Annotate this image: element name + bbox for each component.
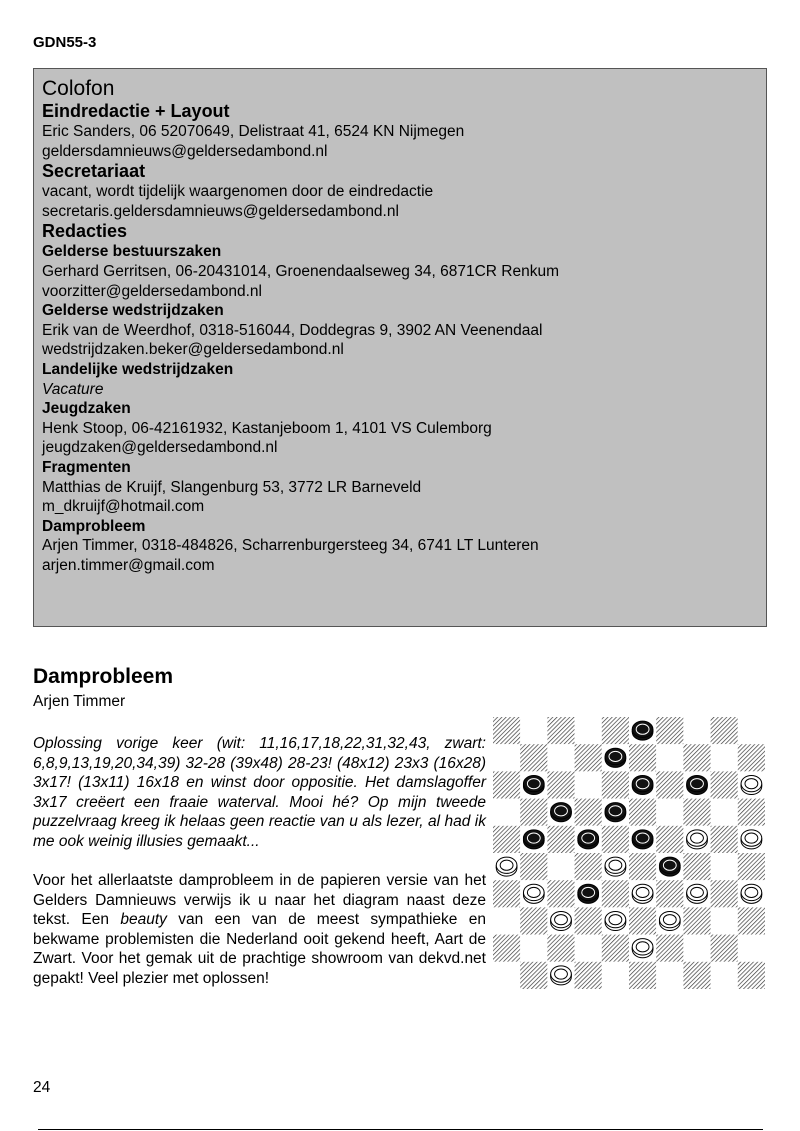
dark-square [656,717,683,744]
dark-square [711,717,738,744]
dark-square [520,744,547,771]
dark-square [629,853,656,880]
white-piece [687,884,708,903]
contact-line: vacant, wordt tijdelijk waargenomen door de eindredactie [42,183,434,201]
white-piece [632,939,653,958]
dark-square [547,826,574,853]
emphasis-text: beauty [120,911,167,929]
sub-heading: Gelderse wedstrijdzaken [42,302,224,320]
light-square [711,853,738,880]
dark-square [683,744,710,771]
black-piece [605,748,626,767]
white-piece [523,884,544,903]
black-piece [659,857,680,876]
dark-square [711,771,738,798]
dark-square [520,962,547,989]
dark-square [711,935,738,962]
dark-square [575,853,602,880]
light-square [575,717,602,744]
dark-square [683,962,710,989]
dark-square [602,935,629,962]
sub-heading: Fragmenten [42,458,131,476]
dark-square [629,744,656,771]
dark-square [575,907,602,934]
light-square [683,935,710,962]
dark-square [656,771,683,798]
dark-square [602,717,629,744]
white-piece [551,911,572,930]
dark-square [738,907,765,934]
dark-square [520,907,547,934]
dark-square [547,935,574,962]
white-piece [741,775,762,794]
dark-square [547,717,574,744]
light-square [520,717,547,744]
solution-paragraph: Oplossing vorige keer (wit: 11,16,17,18,22,31,32,43, zwart: 6,8,9,13,19,20,34,39) 32-28 (39x48) 28-23! (48x12) 23x3 (16x28) 3x17! (13x11) 16x18 en winst door oppositie. Het damslagoffer 3x17 creëert een fraaie waterval. Mooi hé? Op mijn tweede puzzelvraag kreeg ik helaas geen reactie van u als lezer, al had ik me ook weinig illusies gemaakt... [33,735,486,850]
sub-heading: Jeugdzaken [42,400,131,418]
dark-square [547,880,574,907]
dark-square [738,853,765,880]
black-piece [523,830,544,849]
dark-square [738,744,765,771]
dark-square [575,744,602,771]
intro-paragraph [33,871,486,989]
light-square [711,962,738,989]
paragraph-text: van een van de meest sympathieke en bekwame problemisten die Nederland ooit gekend heeft, Aart de Zwart. Voor het gemak uit de prachtige showroom van dekvd.net gepakt! Veel plezier met oplossen! [33,911,486,987]
light-square [547,853,574,880]
dark-square [683,907,710,934]
white-piece [659,911,680,930]
contact-line: Matthias de Kruijf, Slangenburg 53, 3772 LR Barneveld [42,478,422,496]
email-line: m_dkruijf@hotmail.com [42,498,205,516]
white-piece [605,911,626,930]
dark-square [683,853,710,880]
dark-square [711,880,738,907]
black-piece [578,884,599,903]
dark-square [602,880,629,907]
sub-heading: Gelderse bestuurszaken [42,243,222,261]
dark-square [493,880,520,907]
light-square [683,717,710,744]
dark-square [738,799,765,826]
dark-square [602,826,629,853]
dark-square [629,799,656,826]
contact-line: Vacature [42,380,104,398]
dark-square [656,935,683,962]
contact-line: Erik van de Weerdhof, 0318-516044, Doddegras 9, 3902 AN Veenendaal [42,321,543,339]
contact-line: Arjen Timmer, 0318-484826, Scharrenburgersteeg 34, 6741 LT Lunteren [42,537,539,555]
white-piece [605,857,626,876]
sub-heading: Damprobleem [42,517,146,535]
light-square [656,744,683,771]
black-piece [632,775,653,794]
document-code: GDN55-3 [33,34,97,51]
page-number: 24 [33,1079,51,1096]
sub-heading: Landelijke wedstrijdzaken [42,360,234,378]
light-square [493,907,520,934]
dark-square [656,826,683,853]
white-piece [741,884,762,903]
light-square [575,935,602,962]
black-piece [578,830,599,849]
light-square [711,907,738,934]
black-piece [523,775,544,794]
light-square [738,935,765,962]
dark-square [629,962,656,989]
dark-square [493,935,520,962]
dark-square [711,826,738,853]
colofon-box [33,68,767,627]
black-piece [605,803,626,822]
dark-square [575,962,602,989]
email-line: arjen.timmer@gmail.com [42,556,215,574]
footer-rule [38,1129,763,1130]
dark-square [629,907,656,934]
white-piece [551,966,572,985]
contact-line: Henk Stoop, 06-42161932, Kastanjeboom 1, 4101 VS Culemborg [42,419,492,437]
dark-square [520,799,547,826]
black-piece [632,721,653,740]
dark-square [602,771,629,798]
dark-square [575,799,602,826]
light-square [602,962,629,989]
article-author: Arjen Timmer [33,693,126,710]
dark-square [520,853,547,880]
dark-square [547,771,574,798]
white-piece [496,857,517,876]
light-square [738,717,765,744]
light-square [656,962,683,989]
paragraph-text: Voor het allerlaatste damprobleem in de papieren versie van het Gelders Damnieuws verwijs ik u naar het diagram naast deze tekst. Een [33,872,486,929]
black-piece [687,775,708,794]
email-line: secretaris.geldersdamnieuws@geldersedambond.nl [42,202,399,220]
light-square [575,771,602,798]
contact-line: Eric Sanders, 06 52070649, Delistraat 41, 6524 KN Nijmegen [42,123,465,140]
light-square [493,744,520,771]
section-heading: Eindredactie + Layout [42,101,230,121]
section-heading: Secretariaat [42,161,146,182]
article-title: Damprobleem [33,665,174,688]
contact-line: Gerhard Gerritsen, 06-20431014, Groenendaalseweg 34, 6871CR Renkum [42,262,559,280]
light-square [711,744,738,771]
email-line: jeugdzaken@geldersedambond.nl [42,439,278,457]
light-square [547,744,574,771]
light-square [493,799,520,826]
dark-square [683,799,710,826]
black-piece [551,803,572,822]
white-piece [632,884,653,903]
light-square [493,962,520,989]
section-heading: Redacties [42,221,128,242]
email-line: wedstrijdzaken.beker@geldersedambond.nl [42,341,344,359]
dark-square [493,826,520,853]
light-square [656,799,683,826]
light-square [711,799,738,826]
dark-square [738,962,765,989]
colofon-title: Colofon [42,77,115,100]
dark-square [493,717,520,744]
light-square [520,935,547,962]
email-line: voorzitter@geldersedambond.nl [42,282,262,300]
dark-square [656,880,683,907]
black-piece [632,830,653,849]
draughts-diagram [493,717,765,989]
email-line: geldersdamnieuws@geldersedambond.nl [42,142,328,160]
dark-square [493,771,520,798]
white-piece [687,830,708,849]
white-piece [741,830,762,849]
